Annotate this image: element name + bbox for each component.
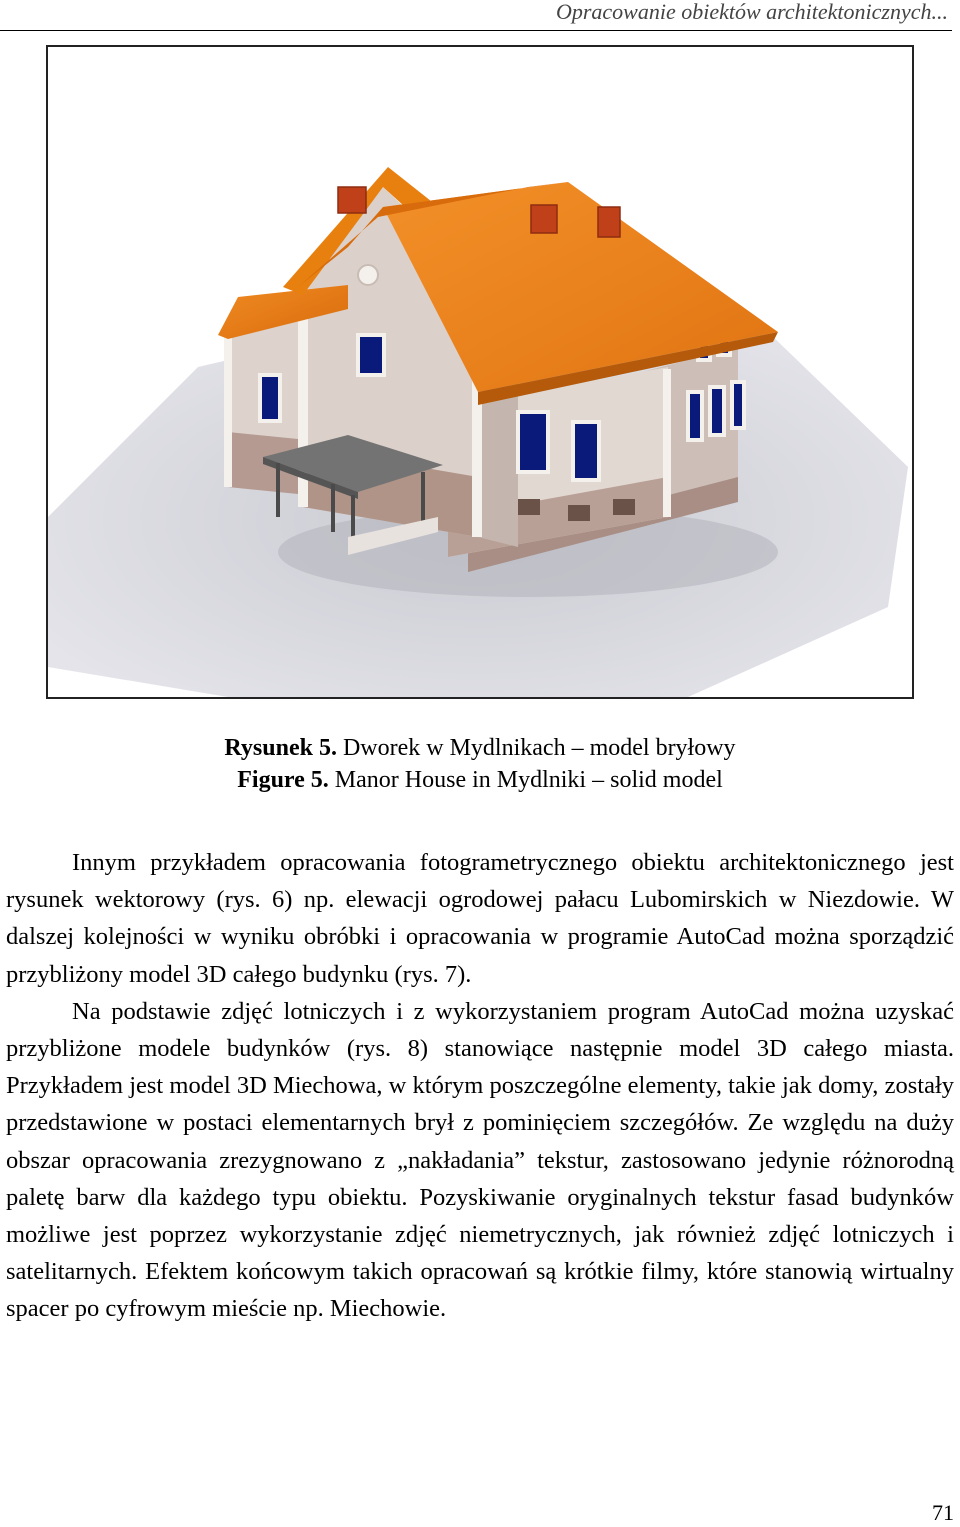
running-header — [0, 0, 952, 31]
caption-polish-label: Rysunek 5. — [224, 735, 337, 761]
caption-polish-text: Dworek w Mydlnikach – model bryłowy — [336, 735, 736, 761]
body-text — [6, 844, 954, 1328]
caption-polish — [0, 732, 960, 764]
caption-english-text: Manor House in Mydlniki – solid model — [328, 767, 723, 793]
caption-english — [0, 764, 960, 796]
figure-image-frame — [46, 45, 914, 699]
manor-house-model-image — [48, 47, 912, 697]
caption-english-label: Figure 5. — [237, 767, 329, 793]
gable-round-window — [358, 265, 378, 285]
page-number: 71 — [932, 1500, 954, 1525]
running-title: Opracowanie obiektów architektonicznych... — [555, 0, 948, 24]
paragraph: Innym przykładem opracowania fotogrametrycznego obiektu architektonicznego jest rysunek wektorowy (rys. 6) np. elewacji ogrodowej pałacu Lubomirskich w Niezdowie. W dalszej kolejności w wyniku obróbki i opracowania w programie AutoCad można sporządzić przybliżony model 3D całego budynku (rys. 7). — [6, 849, 954, 988]
paragraph: Na podstawie zdjęć lotniczych i z wykorzystaniem program AutoCad można uzyskać przybliżone modele budynków (rys. 8) stanowiące następnie model 3D całego miasta. Przykładem jest model 3D Miechowa, w którym poszczególne elementy, takie jak domy, zostały przedstawione w postaci elementarnych brył z pominięciem szczegółów. Ze względu na duży obszar opracowania zrezygnowano z „nakładania” tekstur, zastosowano jedynie różnorodną paletę barw dla każdego typu obiektu. Pozyskiwanie oryginalnych tekstur fasad budynków możliwe jest poprzez wykorzystanie zdjęć niemetrycznych, jak również zdjęć lotniczych i satelitarnych. Efektem końcowym takich opracowań są krótkie filmy, które stanowią wirtualny spacer po cyfrowym mieście np. Miechowie. — [6, 997, 954, 1323]
figure-caption — [0, 732, 960, 796]
